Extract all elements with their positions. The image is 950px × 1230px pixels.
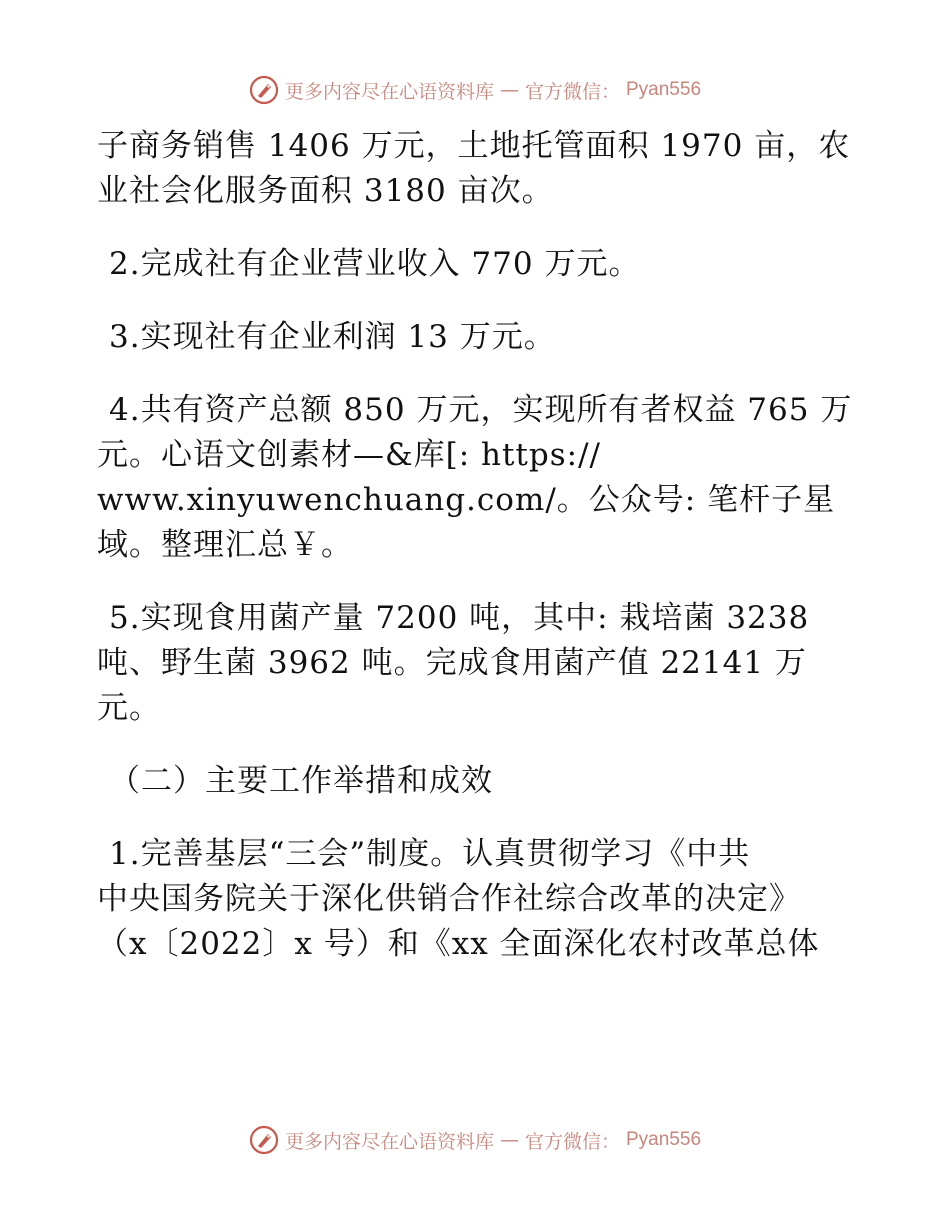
- text-line: 域。整理汇总￥。: [97, 527, 353, 563]
- watermark-label: 官方微信：: [524, 80, 620, 103]
- paragraph-item-4: [97, 388, 857, 568]
- text-line: 3.实现社有企业利润 13 万元。: [109, 319, 556, 355]
- watermark-handle: Pyan556: [626, 79, 702, 100]
- paragraph-measure-1: [97, 832, 857, 967]
- pen-nib-logo-icon: [249, 1125, 279, 1155]
- watermark-text: 更多内容尽在心语资料库: [284, 1130, 494, 1153]
- watermark-text: 更多内容尽在心语资料库: [284, 80, 494, 103]
- text-line: 子商务销售 1406 万元，土地托管面积 1970 亩，农: [97, 128, 851, 164]
- text-line: 1.完善基层“三会”制度。认真贯彻学习《中共: [109, 836, 751, 872]
- text-line: 中央国务院关于深化供销合作社综合改革的决定》: [97, 881, 801, 917]
- text-line-url: www.xinyuwenchuang.com/。公众号: 笔杆子星: [97, 482, 836, 518]
- watermark-dash: —: [499, 79, 519, 101]
- text-line: 2.完成社有企业营业收入 770 万元。: [109, 246, 641, 282]
- section-heading: [97, 759, 857, 804]
- text-line: 元。心语文创素材—&库[: https://: [97, 437, 601, 473]
- pen-nib-logo-icon: [249, 75, 279, 105]
- footer-watermark: [0, 1122, 950, 1158]
- watermark-label: 官方微信：: [524, 1130, 620, 1153]
- paragraph-item-2: [97, 242, 857, 287]
- watermark-handle: Pyan556: [626, 1129, 702, 1150]
- text-line: 业社会化服务面积 3180 亩次。: [97, 173, 554, 209]
- document-body: [97, 124, 857, 995]
- paragraph-item-5: [97, 596, 857, 731]
- text-line: （x〔2022〕x 号）和《xx 全面深化农村改革总体: [97, 926, 820, 962]
- header-watermark: [0, 72, 950, 108]
- text-line: 5.实现食用菌产量 7200 吨，其中: 栽培菌 3238: [109, 600, 810, 636]
- paragraph-continuation: [97, 124, 857, 214]
- paragraph-item-3: [97, 315, 857, 360]
- text-line: 元。: [97, 690, 161, 726]
- text-line: 4.共有资产总额 850 万元，实现所有者权益 765 万: [109, 392, 853, 428]
- text-line: 吨、野生菌 3962 吨。完成食用菌产值 22141 万: [97, 645, 807, 681]
- watermark-dash: —: [499, 1129, 519, 1151]
- section-heading-text: （二）主要工作举措和成效: [109, 763, 493, 799]
